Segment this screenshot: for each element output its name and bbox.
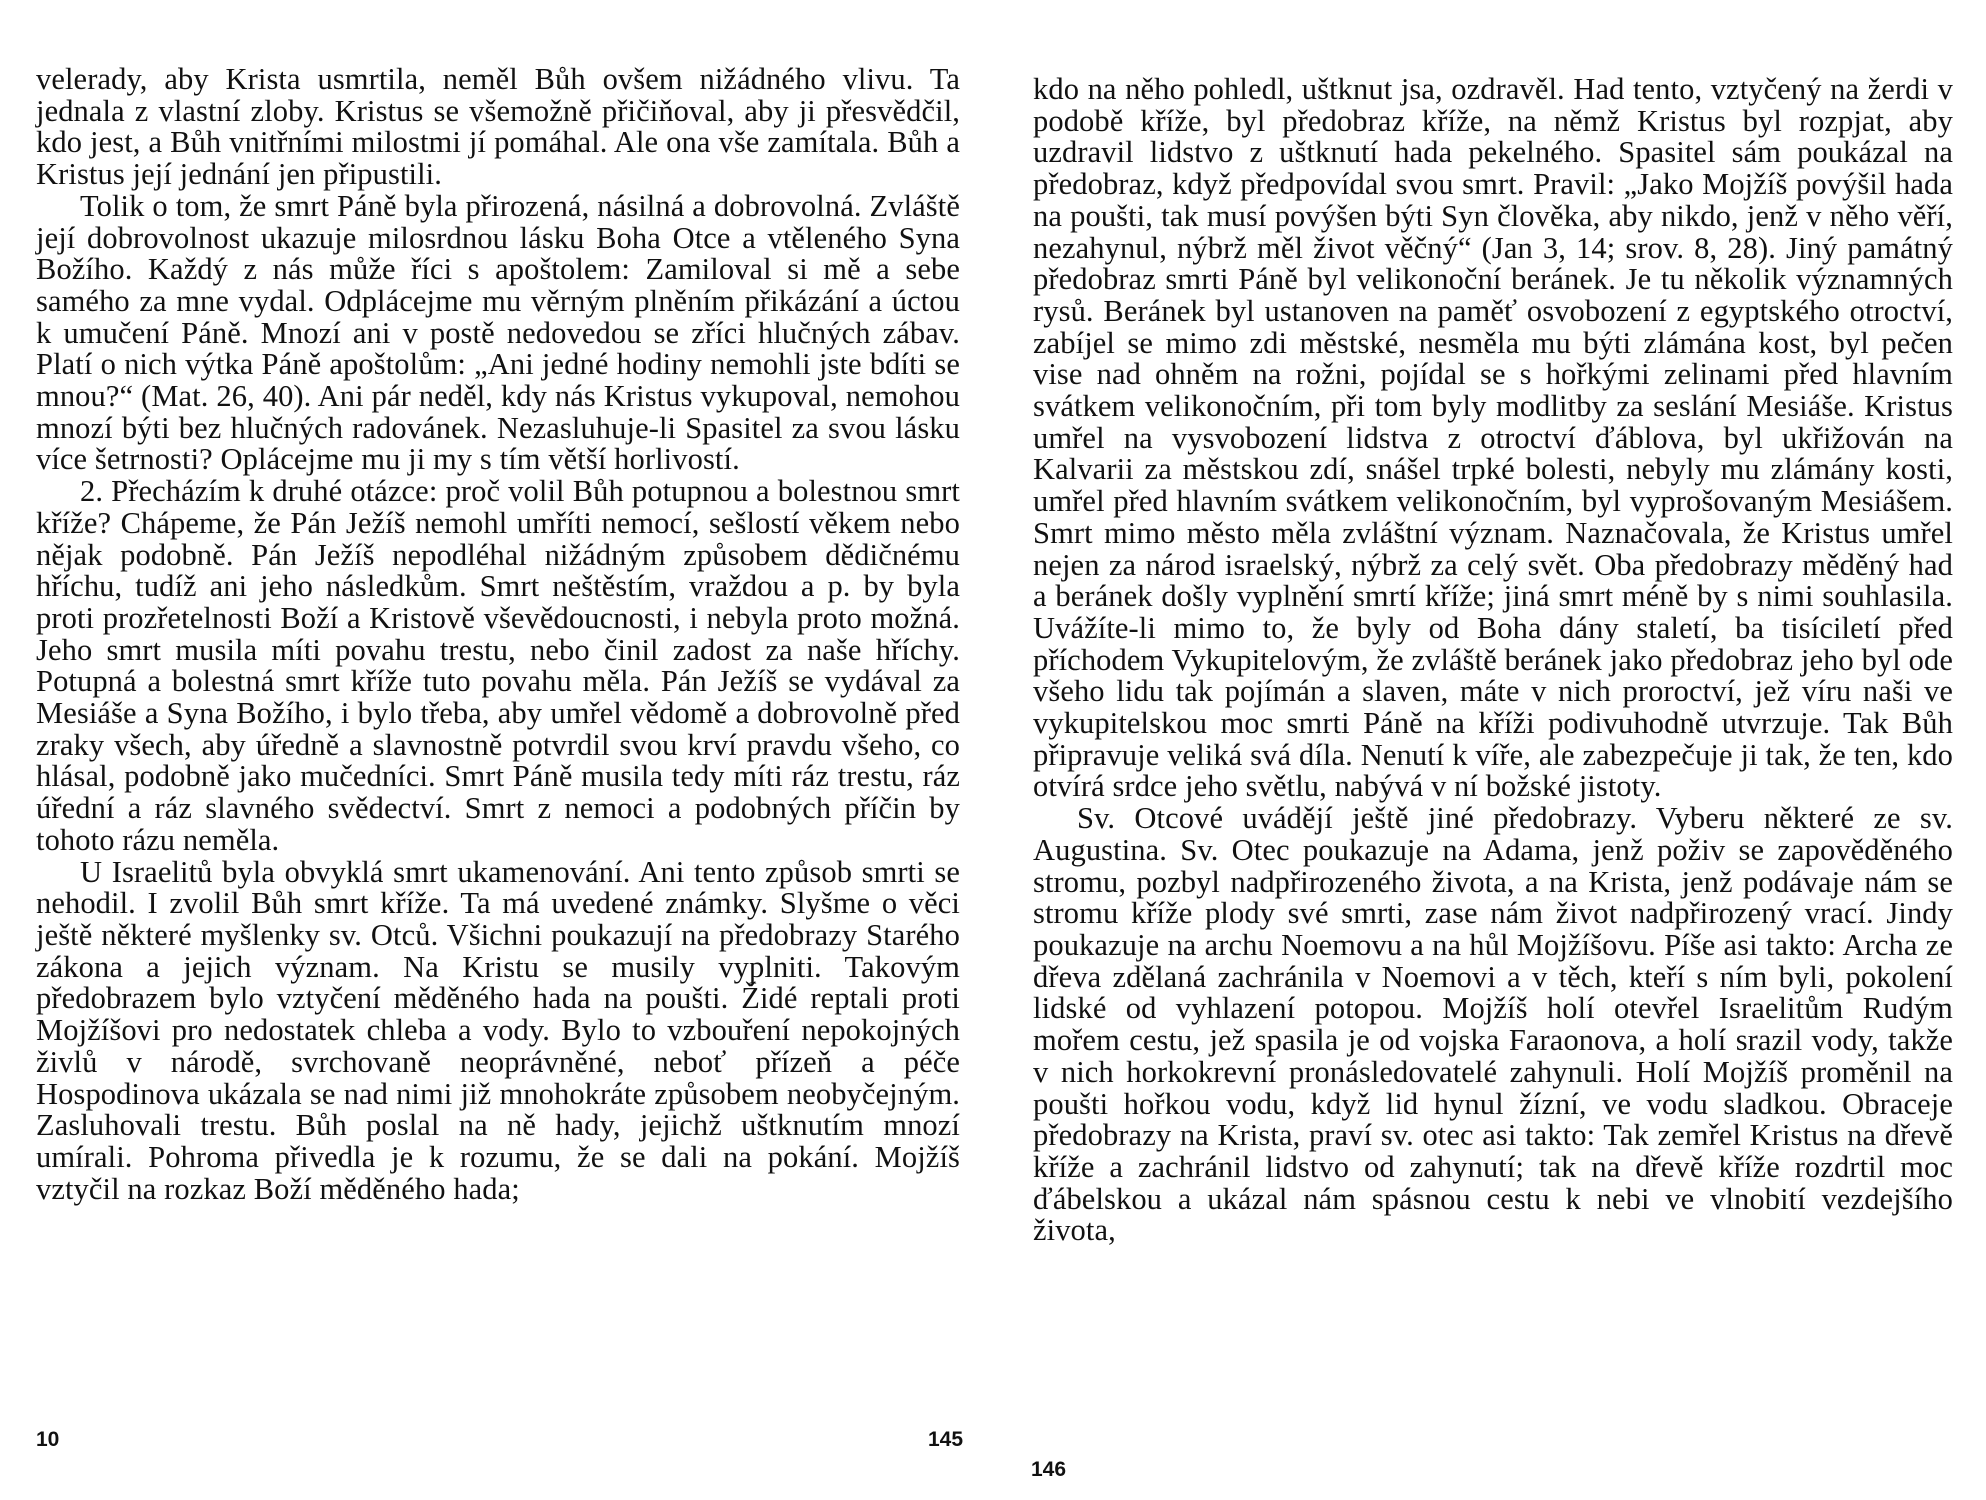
left-paragraph-4: U Israelitů byla obvyklá smrt ukamenování. Ani tento způsob smrti se nehodil. I zvolil Bůh smrt kříže. Ta má uvedené známky. Slyšme o věci ještě některé myšlenky sv. Otců. Všichni poukazují na předobrazy Starého zákona a jejich význam. Na Kristu se musily vyplniti. Takovým předobrazem bylo vztyčení měděného hada na poušti. Židé reptali proti Mojžíšovi pro nedostatek chleba a vody. Bylo to vzbouření nepokojných živlů v národě, svrchovaně neoprávněné, neboť přízeň a péče Hospodinova ukázala se nad nimi již mnohokráte způsobem neobyčejným. Zasluhovali trestu. Bůh poslal na ně hady, jejichž uštknutím mnozí umírali. Pohroma přivedla je k rozumu, že se dali na pokání. Mojžíš vztyčil na rozkaz Boží měděného hada; <box>36 854 960 1206</box>
right-paragraph-1: kdo na něho pohledl, uštknut jsa, ozdravěl. Had tento, vztyčený na žerdi v podobě kříže, byl předobraz kříže, na němž Kristus byl rozpjat, aby uzdravil lidstvo z uštknutí hada pekelného. Spasitel sám poukázal na předobraz, když předpovídal svou smrt. Pravil: „Jako Mojžíš povýšil hada na poušti, tak musí povýšen býti Syn člověka, aby nikdo, jenž v něho věří, nezahynul, nýbrž měl život věčný“ (Jan 3, 14; srov. 8, 28). Jiný památný předobraz smrti Páně byl velikonoční beránek. Je tu několik významných rysů. Beránek byl ustanoven na paměť osvobození z egyptského otroctví, zabíjel se mimo zdi městské, nesměla mu býti zlámána kost, byl pečen vise nad ohněm na rožni, pojídal se s hořkými zelinami před hlavním svátkem velikonočním, při tom byly modlitby za seslání Mesiáše. Kristus umřel na vysvobození lidstva z otroctví ďáblova, byl ukřižován na Kalvarii za městskou zdí, snášel trpké bolesti, nebyly mu zlámány kosti, umřel před hlavním svátkem velikonočním, byl vyprošovaným Mesiášem. Smrt mimo město měla zvláštní význam. Naznačovala, že Kristus umřel nejen za národ israelský, nýbrž za celý svět. Oba předobrazy měděný had a beránek došly vyplnění smrtí kříže; jiná smrt méně by s nimi souhlasila. Uvážíte-li mimo to, že byly od Boha dány staletí, ba tisíciletí před příchodem Vykupitelovým, že zvláště beránek jako předobraz jeho byl ode všeho lidu tak pojímán a slaven, máte v nich proroctví, jež víru naši ve vykupitelskou moc smrti Páně na kříži podivuhodně utvrzuje. Tak Bůh připravuje veliká svá díla. Nenutí k víře, ale zabezpečuje ji tak, že ten, kdo otvírá srdce jeho světlu, nabývá v ní božské jistoty. <box>1033 72 1953 804</box>
right-text-column <box>1033 74 1953 1247</box>
right-page <box>993 0 1986 1500</box>
signature-mark: 10 <box>36 1428 60 1451</box>
left-paragraph-1: velerady, aby Krista usmrtila, neměl Bůh ovšem nižádného vlivu. Ta jednala z vlastní zloby. Kristus se všemožně přičiňoval, aby ji přesvědčil, kdo jest, a Bůh vnitřními milostmi jí pomáhal. Ale ona vše zamítala. Bůh a Kristus její jednání jen připustili. <box>36 62 960 192</box>
left-page-number: 145 <box>928 1428 964 1451</box>
right-page-number: 146 <box>1031 1458 1067 1481</box>
left-paragraph-2: Tolik o tom, že smrt Páně byla přirozená, násilná a dobrovolná. Zvláště její dobrovolnost ukazuje milosrdnou lásku Boha Otce a vtěleného Syna Božího. Každý z nás může říci s apoštolem: Zamiloval si mě a sebe samého za mne vydal. Odplácejme mu věrným plněním přikázání a úctou k umučení Páně. Mnozí ani v postě nedovedou se zříci hlučných zábav. Platí o nich výtka Páně apoštolům: „Ani jedné hodiny nemohli jste bdíti se mnou?“ (Mat. 26, 40). Ani pár neděl, kdy nás Kristus vykupoval, nemohou mnozí býti bez hlučných radovánek. Nezasluhuje-li Spasitel za svou lásku více šetrnosti? Oplácejme mu ji my s tím větší horlivostí. <box>36 188 960 477</box>
left-paragraph-3: 2. Přecházím k druhé otázce: proč volil Bůh potupnou a bolestnou smrt kříže? Chápeme, že Pán Ježíš nemohl umříti nemocí, sešlostí věkem nebo nějak podobně. Pán Ježíš nepodléhal nižádným způsobem dědičnému hříchu, tudíž ani jeho následkům. Smrt neštěstím, vraždou a p. by byla proti prozřetelnosti Boží a Kristově vševědoucnosti, i nebyla proto možná. Jeho smrt musila míti povahu trestu, nebo činil zadost za naše hříchy. Potupná a bolestná smrt kříže tuto povahu měla. Pán Ježíš se vydával za Mesiáše a Syna Božího, i bylo třeba, aby umřel vědomě a dobrovolně před zraky všech, aby úředně a slavnostně potvrdil svou krví pravdu všeho, co hlásal, podobně jako mučedníci. Smrt Páně musila tedy míti ráz trestu, ráz úřední a ráz slavného svědectví. Smrt z nemoci a podobných příčin by tohoto rázu neměla. <box>36 474 960 857</box>
right-paragraph-2: Sv. Otcové uvádějí ještě jiné předobrazy. Vyberu některé ze sv. Augustina. Sv. Otec poukazuje na Adama, jenž poživ se zapověděného stromu, pozbyl nadpřirozeného života, a na Krista, jenž podávaje nám se stromu kříže plody své smrti, zase nám život nadpřirozený vrací. Jindy poukazuje na archu Noemovu a na hůl Mojžíšovu. Píše asi takto: Archa ze dřeva zdělaná zachránila v Noemovi a v těch, kteří s ním byli, pokolení lidské od vyhlazení potopou. Mojžíš holí otevřel Israelitům Rudým mořem cestu, jež spasila je od vojska Faraonova, a holí srazil vody, takže v nich horkokrevní pronásledovatelé zahynuli. Holí Mojžíš proměnil na poušti hořkou vodu, když lid hynul žízní, ve vodu sladkou. Obraceje předobrazy na Krista, praví sv. otec asi takto: Tak zemřel Kristus na dřevě kříže a zachránil lidstvo od zahynutí; tak na dřevě kříže rozdrtil moc ďábelskou a ukázal nám spásnou cestu k nebi ve vlnobití vezdejšího života, <box>1033 801 1953 1248</box>
left-text-column <box>36 64 960 1205</box>
